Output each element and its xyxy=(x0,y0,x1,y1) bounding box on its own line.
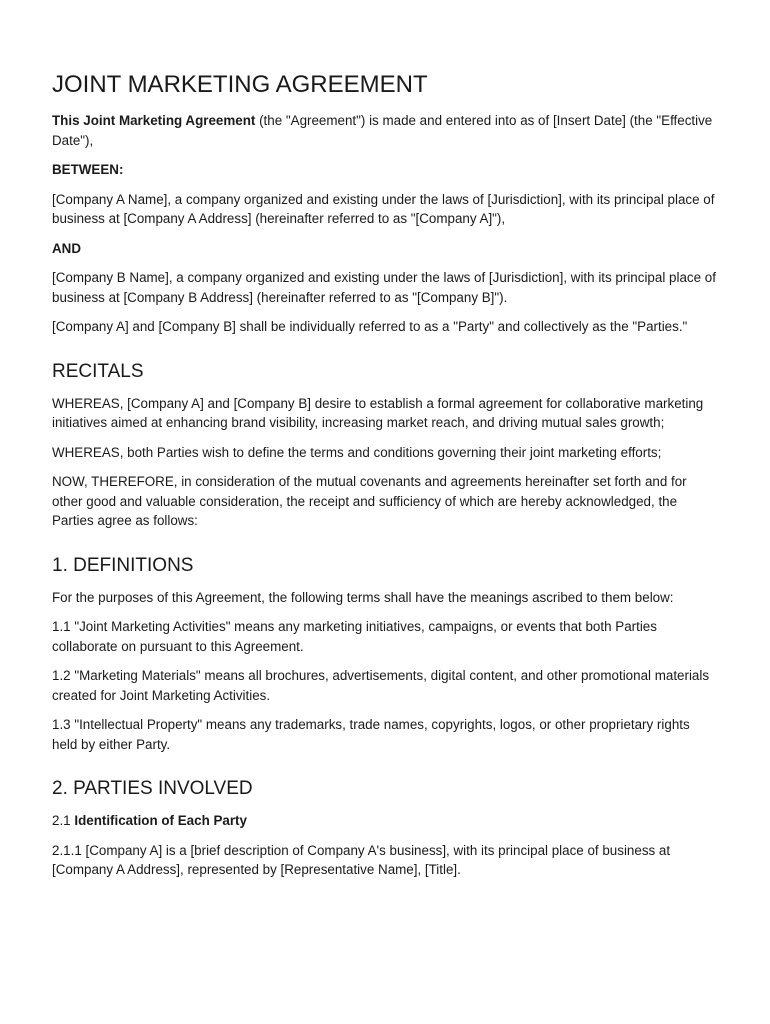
definitions-heading: 1. DEFINITIONS xyxy=(52,554,194,576)
party-b-paragraph: [Company B Name], a company organized and existing under the laws of [Jurisdiction], with its principal place of business at [Company B Address] (hereinafter referred to as "[Company B]"). xyxy=(52,270,716,305)
recital-paragraph-2: WHEREAS, both Parties wish to define the terms and conditions governing their joint marketing efforts; xyxy=(52,444,662,460)
definition-1-2: 1.2 "Marketing Materials" means all brochures, advertisements, digital content, and other promotional materials created for Joint Marketing Activities. xyxy=(52,668,710,703)
recital-paragraph-1: WHEREAS, [Company A] and [Company B] desire to establish a formal agreement for collaborative marketing initiatives aimed at enhancing brand visibility, increasing market reach, and driving mutual sales growth; xyxy=(52,395,704,430)
subsection-title: Identification of Each Party xyxy=(74,813,247,828)
intro-text: (the "Agreement") is made and entered into as of [Insert Date] (the "Effective Date"), xyxy=(52,113,713,148)
agreement-name: This Joint Marketing Agreement xyxy=(52,113,256,128)
party-a-paragraph: [Company A Name], a company organized and existing under the laws of [Jurisdiction], with its principal place of business at [Company A Address] (hereinafter referred to as "[Company A]"), xyxy=(52,191,715,226)
intro-paragraph xyxy=(52,111,718,150)
definition-1-3: 1.3 "Intellectual Property" means any trademarks, trade names, copyrights, logos, or other proprietary rights held by either Party. xyxy=(52,717,690,752)
subsection-number: 2.1 xyxy=(52,813,75,828)
clause-2-1-1: 2.1.1 [Company A] is a [brief description of Company A's business], with its principal place of business at [Company A Address], represented by [Representative Name], [Title]. xyxy=(52,842,671,877)
definition-1-1: 1.1 "Joint Marketing Activities" means any marketing initiatives, campaigns, or events that both Parties collaborate on pursuant to this Agreement. xyxy=(52,619,657,654)
subsection-2-1-heading xyxy=(52,811,718,831)
and-label: AND xyxy=(52,240,82,256)
parties-definition-paragraph: [Company A] and [Company B] shall be individually referred to as a "Party" and collectively as the "Parties." xyxy=(52,319,688,334)
document-title: JOINT MARKETING AGREEMENT xyxy=(52,71,428,98)
recital-paragraph-3: NOW, THEREFORE, in consideration of the mutual covenants and agreements hereinafter set forth and for other good and valuable consideration, the receipt and sufficiency of which are hereby acknowledged, the Parties agree as follows: xyxy=(52,474,687,528)
parties-involved-heading: 2. PARTIES INVOLVED xyxy=(52,778,253,799)
recitals-heading: RECITALS xyxy=(52,360,144,382)
between-label: BETWEEN: xyxy=(52,162,124,177)
definitions-intro: For the purposes of this Agreement, the following terms shall have the meanings ascribed to them below: xyxy=(52,589,674,605)
